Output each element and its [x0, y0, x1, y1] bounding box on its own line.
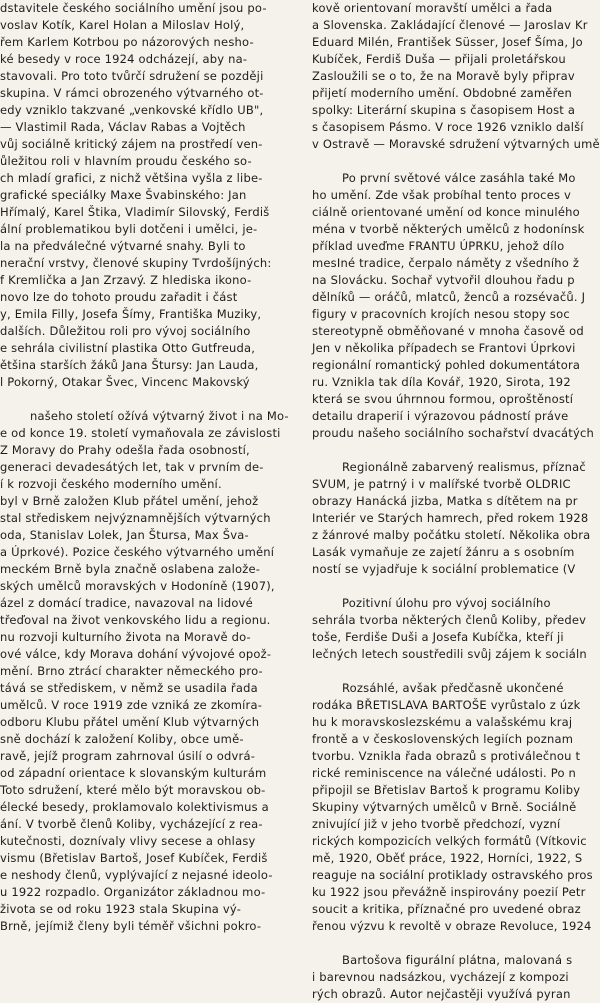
text-line: rodáka BŘETISLAVA BARTOŠE vyrůstalo z úzk [312, 698, 581, 712]
text-line: élecké besedy, proklamovalo kolektivismus a [0, 800, 269, 814]
text-line: regionální romantický pohled dokumentátora [312, 358, 581, 372]
text-line: nerační vrstvy, členové skupiny Tvrdošíjných: [0, 256, 272, 270]
text-line: i barevnou nadsázkou, vycházejí z kompozi [312, 970, 569, 984]
paragraph-gap [312, 935, 600, 952]
text-line: kutečnosti, doznívaly vlivy secese a ohlasy [0, 834, 256, 848]
text-line: oda, Stanislav Lolek, Jan Štursa, Max Šva- [0, 528, 249, 542]
text-line: í k rozvoji českého moderního umění. [0, 477, 222, 491]
text-line: mě, 1920, Oběť práce, 1922, Horníci, 1922, S [312, 851, 583, 865]
text-line: byl v Brně založen Klub přátel umění, jehož [0, 494, 259, 508]
text-line: nu rozvoji kulturního života na Moravě do- [0, 630, 251, 644]
text-line: příklad uveďme FRANTU ÚPRKU, jehož dílo [312, 239, 565, 253]
text-line: řem Karlem Kotrbou po názorových nesho- [0, 35, 254, 49]
text-line: rých obrazů. Autor nejčastěji využívá pyran [312, 987, 571, 1001]
text-line: vůj sociálně kritický zájem na prostředí ven- [0, 137, 263, 151]
right-text-column [312, 0, 600, 1001]
text-line: Bartošova figurální plátna, malovaná s [342, 953, 573, 967]
text-line: dělníků — oráčů, mlatců, ženců a rozsévačů. J [312, 290, 586, 304]
text-line: lečných letech soustředili svůj zájem k sociáln [312, 647, 587, 661]
text-line: ména v tvorbě některých umělců z hodonínsk [312, 222, 585, 236]
text-line: soucit a kritika, příznačné pro uvedené obraz [312, 902, 581, 916]
text-line: ských umělců moravských v Hodoníně (1907), [0, 579, 275, 593]
text-line: obrazy Hanácká jizba, Matka s dítětem na pr [312, 494, 578, 508]
paragraph-gap [312, 578, 600, 595]
text-line: ůležitou roli v hlavním proudu českého so- [0, 154, 252, 168]
text-line: edy vzniklo takzvané „venkovské křídlo UB", [0, 103, 264, 117]
text-line: našeho století ožívá výtvarný život i na Mo- [30, 409, 289, 423]
right-paragraph-2 [312, 170, 600, 442]
text-line: přijetí moderního umění. Obdobné zaměřen [312, 86, 573, 100]
text-line: tvorbu. Vznikla řada obrazů s protiválečnou t [312, 749, 581, 763]
text-line: Regionálně zabarvený realismus, příznač [342, 460, 586, 474]
text-line: umělců. V roce 1919 zde vzniká ze zkomíra- [0, 698, 263, 712]
text-line: znivující již v jeho tvorbě předchozí, vyzní [312, 817, 561, 831]
text-line: s časopisem Pásmo. V roce 1926 vzniklo další [312, 120, 584, 134]
text-line: detailu draperií i výrazovou pádností práve [312, 409, 569, 423]
text-line: — Vlastimil Rada, Václav Rabas a Vojtěch [0, 120, 246, 134]
paragraph-gap [312, 663, 600, 680]
right-paragraph-4 [312, 595, 600, 663]
text-line: mesIné tradice, čerpalo náměty z všedního ž [312, 256, 580, 270]
text-line: dstavitele českého sociálního umění jsou po- [0, 1, 267, 15]
text-line: y, Emila Filly, Josefa Šímy, Františka Muziky, [0, 307, 262, 321]
text-line: na Slovácku. Sochař vytvořil dlouhou řadu p [312, 273, 575, 287]
text-line: Brně, jejímiž členy byli téměř všichni pokro- [0, 919, 262, 933]
text-line: Hřímalý, Karel Štika, Vladimír Silovský, Ferdiš [0, 205, 270, 219]
left-text-column [0, 0, 296, 933]
text-line: ké besedy v roce 1924 odcházejí, aby na- [0, 52, 248, 66]
paragraph-gap [312, 442, 600, 459]
text-line: grafické speciálky Maxe Švabinského: Jan [0, 188, 247, 202]
text-line: života se od roku 1923 stala Skupina vý- [0, 902, 242, 916]
text-line: ázel z domácí tradice, navazoval na lidové [0, 596, 253, 610]
text-line: Pozitivní úlohu pro vývoj sociálního [342, 596, 551, 610]
text-line: Z Moravy do Prahy odešla řada osobností, [0, 443, 250, 457]
text-line: stereotypně obměňované v mnoha časově od [312, 324, 584, 338]
text-line: stal střediskem nejvýznamnějších výtvarných [0, 511, 271, 525]
text-line: Toto sdružení, které mělo být moravskou ob- [0, 783, 266, 797]
text-line: tává se střediskem, v němž se usadila řada [0, 681, 258, 695]
text-line: ětšina starších žáků Jana Štursy: Jan Lauda, [0, 358, 259, 372]
text-line: v Ostravě — Moravské sdružení výtvarných umě [312, 137, 600, 151]
text-line: Po první světové válce zasáhla také Mo [342, 171, 576, 185]
text-line: l Pokorný, Otakar Švec, Vincenc Makovský [0, 375, 250, 389]
text-line: řenou výzvu k revoltě v obraze Revoluce, 1924 [312, 919, 592, 933]
text-line: toše, Ferdiše Duši a Josefa Kubíčka, kteří ji [312, 630, 564, 644]
text-line: sně dochází k založení Koliby, obce umě- [0, 732, 244, 746]
text-line: ciálně orientované umění od konce minulého [312, 205, 580, 219]
text-line: Lasák vymaňuje ze zajetí žánru a s osobním [312, 545, 575, 559]
text-line: spolky: Literární skupina s časopisem Host a [312, 103, 576, 117]
text-line: ho umění. Zde však probíhal tento proces v [312, 188, 572, 202]
text-line: z žánrové malby počátku století. Několika obra [312, 528, 591, 542]
text-line: u 1922 rozpadlo. Organizátor základnou mo- [0, 885, 266, 899]
text-line: proudu našeho sociálního sochařství dvacátých [312, 426, 594, 440]
right-paragraph-5 [312, 680, 600, 935]
text-line: mění. Brno ztrácí charakter německého pro- [0, 664, 263, 678]
text-line: voslav Kotík, Karel Holan a Miloslav Holý, [0, 18, 245, 32]
text-line: hu k moravskoslezskému a valašskému kraj [312, 715, 573, 729]
text-line: ch mladí grafici, z nichž většina vyšla z libe- [0, 171, 263, 185]
text-line: a Úprkové). Pozice českého výtvarného umění [0, 545, 275, 559]
paragraph-gap [312, 153, 600, 170]
paragraph-gap [0, 391, 296, 408]
text-line: generaci devadesátých let, tak v prvním de- [0, 460, 264, 474]
text-line: připojil se Břetislav Bartoš k programu Koliby [312, 783, 581, 797]
text-line: třeďoval na život venkovského lidu a regionu. [0, 613, 271, 627]
text-line: SVUM, je patrný i v malířské tvorbě OLDRIC [312, 477, 571, 491]
text-line: skupina. V rámci obrozeného výtvarného ot- [0, 86, 264, 100]
text-line: ové válce, kdy Morava dohání vývojové opož- [0, 647, 272, 661]
text-line: e od konce 19. století vymaňovala ze závislosti [0, 426, 281, 440]
text-line: Skupiny výtvarných umělců v Brně. Sociálně [312, 800, 577, 814]
text-line: ností se vyjadřuje k sociální problematice (V [312, 562, 576, 576]
text-line: rické reminiscence na válečné události. Po n [312, 766, 577, 780]
text-line: ravě, jejíž program zahrnoval úsilí o odvrá- [0, 749, 256, 763]
text-line: Eduard Milén, František Süsser, Josef Šíma, Jo [312, 35, 583, 49]
left-paragraph-1 [0, 0, 296, 391]
text-line: figury v pracovních krojích nesou stopy soc [312, 307, 570, 321]
text-line: od západní orientace k slovanským kulturám [0, 766, 267, 780]
text-line: f Kremlička a Jan Zrzavý. Z hlediska ikono- [0, 273, 252, 287]
text-line: Rozsáhlé, avšak předčasně ukončené [342, 681, 564, 695]
text-line: la na předválečné výtvarné snahy. Byli to [0, 239, 246, 253]
text-line: dalších. Důležitou roli pro vývoj sociálního [0, 324, 251, 338]
text-line: reaguje na sociální protiklady ostravského pros [312, 868, 593, 882]
text-line: ru. Vznikla tak díla Kovář, 1920, Sirota, 192 [312, 375, 571, 389]
text-line: Zasloužili se o to, že na Moravě byly připrav [312, 69, 575, 83]
text-line: Interiér ve Starých hamrech, před rokem 1928 [312, 511, 589, 525]
text-line: rických kompozicích velkých formátů (Vítkovic [312, 834, 587, 848]
text-line: ání. V tvorbě členů Koliby, vycházející z rea- [0, 817, 263, 831]
right-paragraph-1 [312, 0, 600, 153]
text-line: ální problematikou byli dotčeni i umělci, je- [0, 222, 258, 236]
text-line: vismu (Břetislav Bartoš, Josef Kubíček, Ferdiš [0, 851, 268, 865]
text-line: sehrála tvorba některých členů Koliby, předev [312, 613, 587, 627]
text-line: která se svou úhrnnou formou, oproštěností [312, 392, 574, 406]
right-paragraph-6 [312, 952, 600, 1003]
text-line: e neshody členů, vyplývající z nejasné ideolo- [0, 868, 273, 882]
text-line: kově orientovaní moravští umělci a řada [312, 1, 553, 15]
text-line: ku 1922 jsou převážně inspirovány poezií Petr [312, 885, 586, 899]
text-line: meckém Brně byla značně oslabena založe- [0, 562, 261, 576]
left-paragraph-2 [0, 408, 296, 935]
text-line: stavovali. Pro toto tvůrčí sdružení se později [0, 69, 264, 83]
text-line: Kubíček, Ferdiš Duša — přijali proletářskou [312, 52, 566, 66]
text-line: Jen v několika případech se Frantovi Úprkovi [312, 341, 576, 355]
text-line: frontě a v československých legiích poznam [312, 732, 574, 746]
text-line: odboru Klubu přátel umění Klub výtvarných [0, 715, 260, 729]
right-paragraph-3 [312, 459, 600, 578]
text-line: novo lze do tohoto proudu zařadit i část [0, 290, 238, 304]
text-line: a Slovenska. Zakládající členové — Jaroslav Kr [312, 18, 588, 32]
text-line: e sehrála civilistní plastika Otto Gutfreuda, [0, 341, 256, 355]
